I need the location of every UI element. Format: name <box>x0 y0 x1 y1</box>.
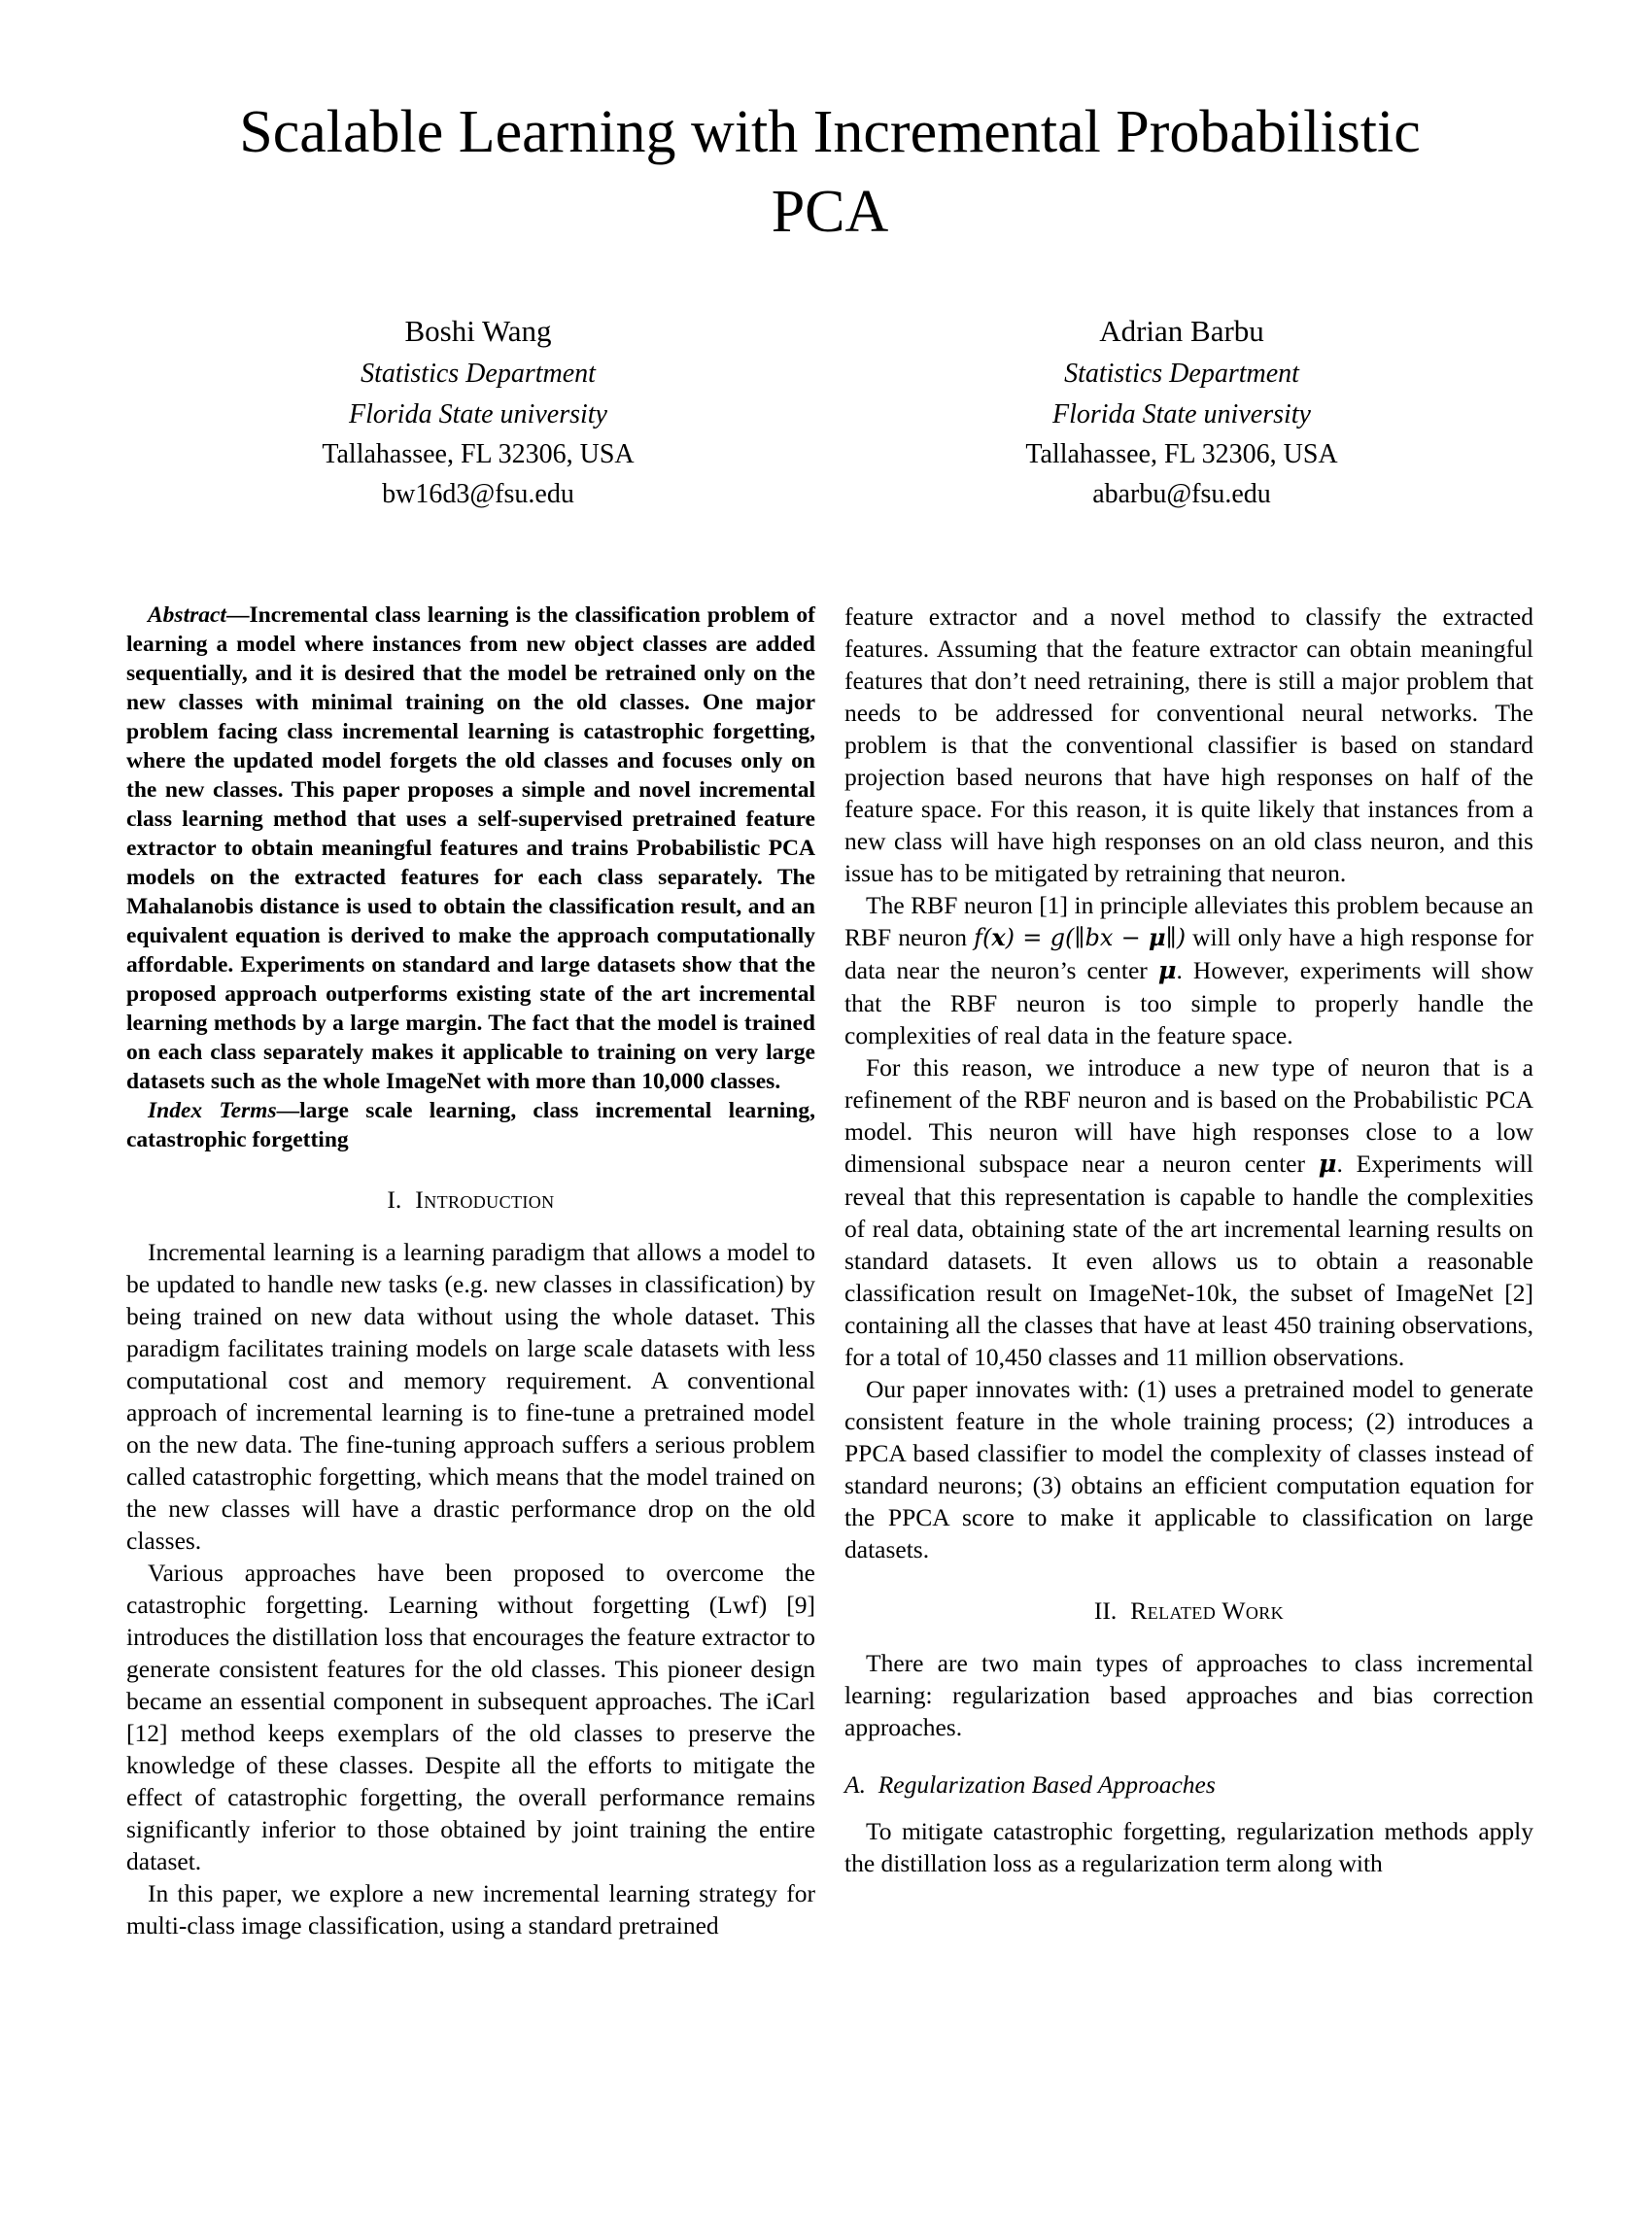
index-terms-label: Index Terms <box>148 1097 277 1123</box>
author-department: Statistics Department <box>1064 359 1299 390</box>
section-heading-related-work <box>844 1596 1533 1626</box>
paragraph: To mitigate catastrophic forgetting, regularization methods apply the distillation loss as a regularization term along with <box>844 1816 1533 1877</box>
paper-title: Scalable Learning with Incremental Probabilistic PCA <box>239 99 1421 245</box>
abstract-text: —Incremental class learning is the classification problem of learning a model where instances from new object classes are added sequentially, and it is desired that the model be retrained only on the new classes with minimal training on the old classes. One major problem facing class incremental learning is catastrophic forgetting, where the updated model forgets the old classes and focuses only on the new classes. This paper proposes a simple and novel incremental class learning method that uses a self-supervised pretrained feature extractor to obtain meaningful features and trains Probabilistic PCA models on the extracted features for each class separately. The Mahalanobis distance is used to obtain the classification result, and an equivalent equation is derived to make the approach computationally affordable. Experiments on standard and large datasets show that the proposed approach outperforms existing state of the art incremental learning methods by a large margin. The fact that the model is trained on each class separately makes it applicable to training on very large datasets such as the whole ImageNet with more than 10,000 classes. <box>126 601 815 1094</box>
paragraph: Incremental learning is a learning paradigm that allows a model to be updated to handle new tasks (e.g. new classes in classification) by being trained on new data without using the whole dataset. This paradigm facilitates training models on large scale datasets with less computational cost and memory requirement. A conventional approach of incremental learning is to fine-tune a pretrained model on the new data. The fine-tuning approach suffers a serious problem called catastrophic forgetting, which means that the model trained on the new classes will have a drastic performance drop on the old classes. <box>126 1237 815 1555</box>
author-block-row <box>126 309 1533 515</box>
author-address: Tallahassee, FL 32306, USA <box>1025 439 1338 470</box>
index-terms-text: —large scale learning, class incremental learning, catastrophic forgetting <box>126 1097 816 1152</box>
paper-page <box>0 93 1652 2231</box>
formula-part: f( <box>974 923 992 951</box>
subsection-heading-regularization <box>844 1770 1533 1800</box>
paragraph: There are two main types of approaches to class incremental learning: regularization based approaches and bias correction approaches. <box>844 1648 1533 1741</box>
section-heading-introduction <box>126 1185 815 1215</box>
author-department: Statistics Department <box>361 359 596 390</box>
paragraph: Our paper innovates with: (1) uses a pretrained model to generate consistent feature in the whole training process; (2) introduces a PPCA based classifier to model the complexity of classes instead of standard neurons; (3) obtains an efficient computation equation for the PPCA score to make it applicable to classification on large datasets. <box>844 1374 1533 1563</box>
index-terms-paragraph <box>126 1096 815 1154</box>
paragraph: Various approaches have been proposed to overcome the catastrophic forgetting. Learning without forgetting (Lwf) [9] introduces the distillation loss that encourages the feature extractor to generate consistent features for the old classes. This pioneer design became an essential component in subsequent approaches. The iCarl [12] method keeps exemplars of the old classes to preserve the knowledge of these classes. Despite all the efforts to mitigate the effect of catastrophic forgetting, the overall performance remains significantly inferior to those obtained by joint training the entire dataset. <box>126 1558 815 1875</box>
section-number: II. <box>1093 1596 1118 1625</box>
paragraph: feature extractor and a novel method to classify the extracted features. Assuming that the feature extractor can obtain meaningful features that don’t need retraining, there is still a major problem that needs to be addressed for conventional neural networks. The problem is that the conventional classifier is based on standard projection based neurons that have high responses on half of the feature space. For this reason, it is quite likely that instances from a new class will have high responses on an old class neuron, and this issue has to be mitigated by retraining that neuron. <box>844 601 1533 887</box>
abstract-label: Abstract <box>148 601 226 628</box>
section-number: I. <box>387 1184 402 1214</box>
author-name: Adrian Barbu <box>1099 313 1264 348</box>
formula-part: ) = g(∥bx − <box>1005 923 1150 951</box>
paragraph-with-formula <box>844 889 1533 1051</box>
paragraph: In this paper, we explore a new incremental learning strategy for multi-class image classification, using a standard pretrained <box>126 1878 815 1939</box>
author-address: Tallahassee, FL 32306, USA <box>322 439 635 470</box>
author-university: Florida State university <box>349 398 607 429</box>
abstract-paragraph <box>126 601 815 1096</box>
formula-mu: μ <box>1149 922 1166 951</box>
author-block-1 <box>126 309 830 515</box>
author-block-2 <box>830 309 1533 515</box>
formula-part: ∥) <box>1165 923 1187 951</box>
paragraph-text: The RBF neuron [1] in principle alleviates this problem because an RBF neuron <box>844 890 1533 951</box>
rbf-formula <box>974 924 1186 951</box>
subsection-title: Regularization Based Approaches <box>878 1769 1216 1799</box>
two-column-body <box>126 601 1533 1941</box>
mu-symbol: μ <box>1318 1149 1337 1179</box>
paragraph-text: will only have a high response for data near the neuron’s center <box>844 922 1533 984</box>
paragraph-text: For this reason, we introduce a new type of neuron that is a refinement of the RBF neuron and is based on the Probabilistic PCA model. This neuron will have high responses close to a low dimensional subspace near a neuron center <box>844 1052 1533 1178</box>
left-column <box>126 601 815 1941</box>
author-email: bw16d3@fsu.edu <box>382 479 574 510</box>
formula-bold-x: x <box>991 922 1006 951</box>
right-column <box>844 601 1533 1941</box>
paragraph-with-symbol <box>844 1051 1533 1373</box>
paragraph-text: . Experiments will reveal that this representation is capable to handle the complexities of real data, obtaining state of the art incremental learning results on standard datasets. It even allows us to obtain a reasonable classification result on ImageNet-10k, the subset of ImageNet [2] containing all the classes that have at least 450 training observations, for a total of 10,450 classes and 11 million observations. <box>844 1149 1533 1371</box>
author-email: abarbu@fsu.edu <box>1092 479 1271 510</box>
author-university: Florida State university <box>1052 398 1311 429</box>
subsection-number: A. <box>844 1769 866 1799</box>
mu-symbol: μ <box>1157 955 1177 985</box>
author-name: Boshi Wang <box>404 313 552 348</box>
paragraph-text: . However, experiments will show that the RBF neuron is too simple to properly handle the complexities of real data in the feature space. <box>844 955 1533 1049</box>
section-title: Introduction <box>415 1184 555 1214</box>
section-title: Related Work <box>1130 1596 1285 1625</box>
